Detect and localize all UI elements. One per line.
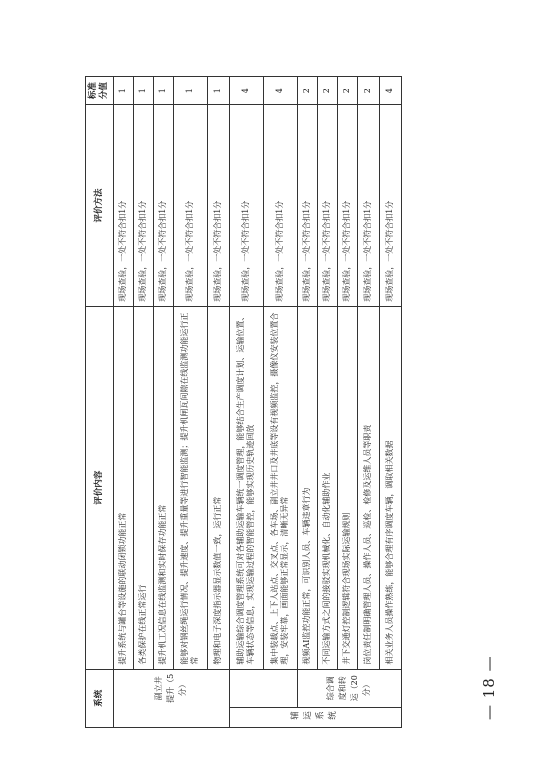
row-score: 4 bbox=[379, 77, 401, 105]
row-content: 提升机工况信息在线监测和实时保存功能正常 bbox=[153, 306, 173, 669]
row-method: 现场查验，一处不符合扣1分 bbox=[263, 105, 297, 307]
group-hoist: 副立井提升（5分） bbox=[113, 669, 229, 727]
row-score: 2 bbox=[357, 77, 379, 105]
row-method: 现场查验，一处不符合扣1分 bbox=[113, 105, 133, 307]
table-row bbox=[153, 77, 173, 728]
row-method: 现场查验，一处不符合扣1分 bbox=[173, 105, 207, 307]
row-score: 4 bbox=[263, 77, 297, 105]
row-method: 现场查验，一处不符合扣1分 bbox=[317, 105, 337, 307]
group-dispatch: 综合调度和转运（20分） bbox=[297, 669, 401, 707]
row-content: 相关业务人员操作熟练，能够合理有序调度车辆，调取相关数据 bbox=[379, 306, 401, 669]
row-method: 现场查验，一处不符合扣1分 bbox=[153, 105, 173, 307]
table-row bbox=[113, 77, 133, 728]
row-score: 1 bbox=[153, 77, 173, 105]
row-content: 物理和电子深度指示器显示数值一致，运行正常 bbox=[207, 306, 229, 669]
page-number: — 18 — bbox=[480, 655, 498, 720]
row-score: 1 bbox=[173, 77, 207, 105]
table-row bbox=[297, 77, 317, 728]
row-method: 现场查验，一处不符合扣1分 bbox=[297, 105, 317, 307]
row-content: 提升系统与罐台等设施的联动闭锁功能正常 bbox=[113, 306, 133, 669]
table-row bbox=[207, 77, 229, 728]
row-content: 能够对钢丝绳运行情况、提升速度、提升重量等进行智能监测；提升机闸瓦间隙在线监测功能运行正常 bbox=[173, 306, 207, 669]
row-content: 各类保护在线正常运行 bbox=[133, 306, 153, 669]
table-row bbox=[357, 77, 379, 728]
evaluation-table bbox=[85, 76, 402, 728]
header-score: 标准分值 bbox=[86, 77, 114, 105]
table-row bbox=[263, 77, 297, 728]
row-content: 辅助运输综合调度管理系统可对各辅助运输车辆统一调度管理，能够结合生产调度计划、运输位置、车辆状态等信息，实现运输过程的智能管控，能够实现历史轨迹回放 bbox=[229, 306, 263, 669]
row-score: 1 bbox=[133, 77, 153, 105]
row-method: 现场查验，一处不符合扣1分 bbox=[357, 105, 379, 307]
table-row bbox=[173, 77, 207, 728]
row-score: 2 bbox=[297, 77, 317, 105]
row-method: 现场查验，一处不符合扣1分 bbox=[379, 105, 401, 307]
row-score: 4 bbox=[229, 77, 263, 105]
row-score: 1 bbox=[207, 77, 229, 105]
header-system: 系统 bbox=[86, 669, 114, 727]
row-score: 1 bbox=[113, 77, 133, 105]
row-content: 不同运输方式之间的接驳实现机械化、自动化辅助作业 bbox=[317, 306, 337, 669]
header-method: 评价方法 bbox=[86, 105, 114, 307]
row-content: 集中装载点、上下人站点、交叉点、各车场、副立井井口及井底等设有视频监控，摄像仪安装位置合理，安装牢靠，画面能够正常显示，清晰无异常 bbox=[263, 306, 297, 669]
group-aux-system: 辅运系统 bbox=[229, 707, 401, 727]
row-content: 视频AI监控功能正常，可识别人员、车辆违章行为 bbox=[297, 306, 317, 669]
table-row bbox=[133, 77, 153, 728]
row-score: 2 bbox=[317, 77, 337, 105]
table-row bbox=[337, 77, 357, 728]
table-row bbox=[317, 77, 337, 728]
table-row bbox=[229, 77, 263, 728]
row-content: 岗位责任制明确管理人员、操作人员、巡检、检修及运维人员等职责 bbox=[357, 306, 379, 669]
row-score: 2 bbox=[337, 77, 357, 105]
row-method: 现场查验，一处不符合扣1分 bbox=[337, 105, 357, 307]
table-header-row bbox=[86, 77, 114, 728]
row-method: 现场查验，一处不符合扣1分 bbox=[133, 105, 153, 307]
row-content: 井下交通灯控制逻辑符合现场实际运输规则 bbox=[337, 306, 357, 669]
group-blank bbox=[229, 669, 297, 707]
header-content: 评价内容 bbox=[86, 306, 114, 669]
table-row bbox=[379, 77, 401, 728]
row-method: 现场查验，一处不符合扣1分 bbox=[207, 105, 229, 307]
row-method: 现场查验，一处不符合扣1分 bbox=[229, 105, 263, 307]
